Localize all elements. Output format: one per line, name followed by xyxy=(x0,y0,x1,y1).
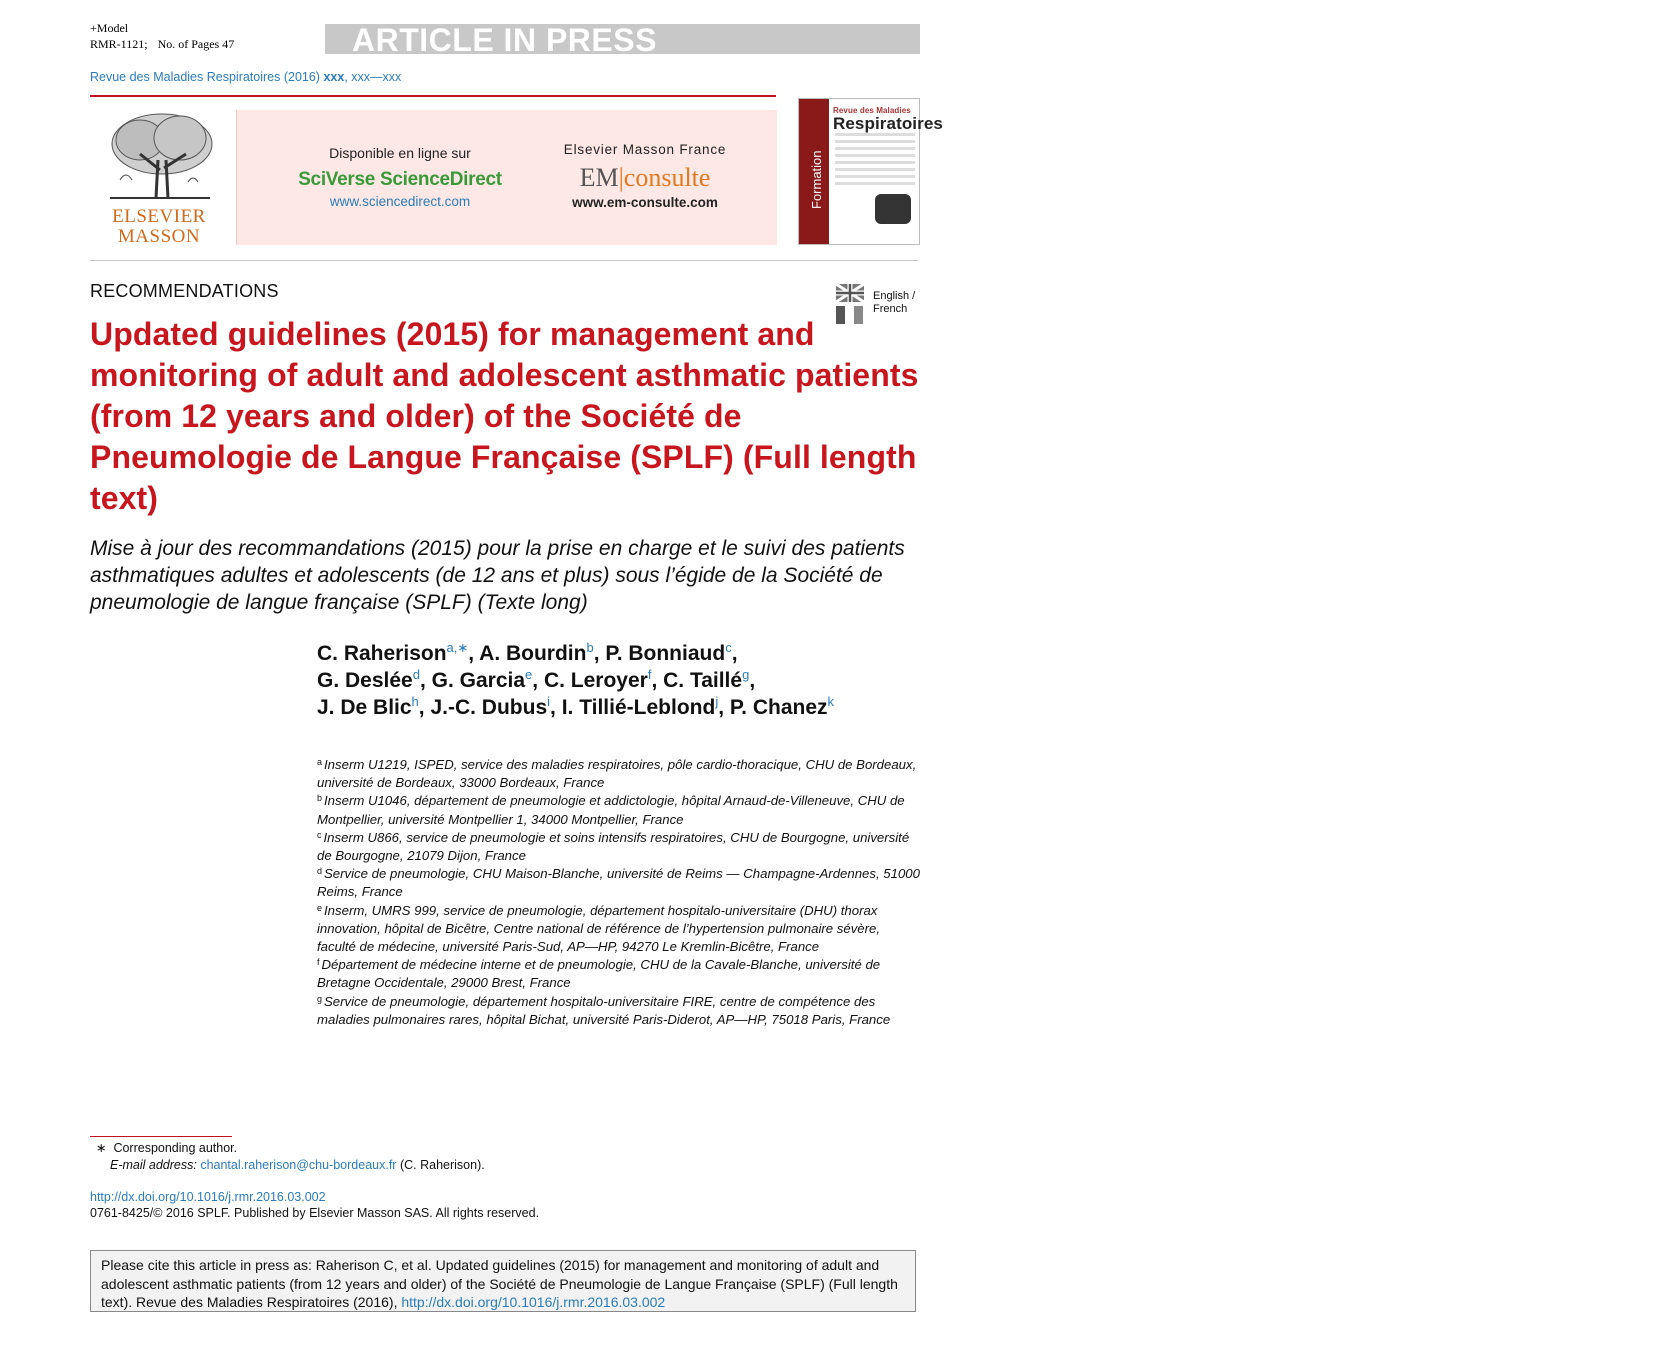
sciencedirect-link[interactable]: www.sciencedirect.com xyxy=(329,194,471,209)
footnote-rule xyxy=(90,1136,232,1137)
elsevier-tree-icon xyxy=(100,110,218,202)
language-french: French xyxy=(873,303,908,315)
author: C. Taillé$^g$, xyxy=(663,667,756,692)
article-subtitle: Mise à jour des recommandations (2015) pour la prise en charge et le suivi des patients asthmatiques adultes et adolescents (de 12 ans et plus) sous l’égide de la Société de pneumologie de langue française (SPLF) (Texte long) xyxy=(90,537,905,614)
em-consulte-logo: EM|consulte xyxy=(579,163,711,192)
author: C. Leroyer$^f$, xyxy=(543,667,664,692)
affiliation: $^a$ Inserm U1219, ISPED, service des maladies respiratoires, pôle cardio-thoracique, CHU de Bordeaux, université de Bordeaux, 33000 Bordeaux, France xyxy=(317,757,917,791)
em-consulte-block xyxy=(540,142,750,210)
section-label: RECOMMENDATIONS xyxy=(90,281,279,301)
article-in-press-label: ARTICLE IN PRESS xyxy=(352,22,657,58)
author-list xyxy=(317,640,927,721)
author: J.-C. Dubus$^i$, xyxy=(430,694,562,719)
sciverse-logo: SciVerse ScienceDirect xyxy=(298,169,502,190)
em-consulte-link[interactable]: www.em-consulte.com xyxy=(572,195,718,210)
header-divider xyxy=(90,95,776,97)
affiliation: $^d$ Service de pneumologie, CHU Maison-Blanche, université de Reims — Champagne-Ardennes, 51000 Reims, France xyxy=(317,866,920,900)
copyright: 0761-8425/© 2016 SPLF. Published by Elsevier Masson SAS. All rights reserved. xyxy=(90,1206,540,1220)
email-link[interactable]: chantal.raherison@chu-bordeaux.fr xyxy=(200,1158,397,1172)
author: A. Bourdin$^b$, xyxy=(479,640,606,665)
doi-link[interactable]: http://dx.doi.org/10.1016/j.rmr.2016.03.002 xyxy=(90,1190,326,1204)
article-title: Updated guidelines (2015) for management and monitoring of adult and adolescent asthmatic patients (from 12 years and older) of the Société de Pneumologie de Langue Française (SPLF) (Full length text) xyxy=(90,316,919,516)
cover-side-label: Formation xyxy=(809,150,824,209)
author: P. Chanez$^k$ xyxy=(729,694,835,719)
email-suffix: (C. Raherison). xyxy=(399,1158,485,1172)
citation-text: Please cite this article in press as: Raherison C, et al. Updated guidelines (2015) for management and monitoring of adult and adolescent asthmatic patients (from 12 years and older) of the Société de Pneumologie de Langue Française (SPLF) (Full length text). Revue des Maladies Respiratoires (2016), xyxy=(101,1257,898,1310)
cover-image xyxy=(875,194,911,224)
affiliation: $^b$ Inserm U1046, département de pneumologie et addictologie, hôpital Arnaud-de-Villeneuve, CHU de Montpellier, université Montpellier 1, 34000 Montpellier, France xyxy=(317,793,905,827)
affiliation-list xyxy=(317,756,922,1029)
corresponding-footnote xyxy=(96,1140,796,1174)
author: G. Deslée$^d$, xyxy=(317,667,432,692)
model-info xyxy=(90,20,244,52)
journal-reference[interactable]: Revue des Maladies Respiratoires (2016) xxx, xxx—xxx xyxy=(90,70,402,84)
uk-flag-icon xyxy=(836,284,864,302)
masson-name: MASSON xyxy=(117,226,201,247)
email-label: E-mail address: xyxy=(110,1158,197,1172)
article-code: RMR-1121; xyxy=(90,37,148,51)
citation-doi-link[interactable]: http://dx.doi.org/10.1016/j.rmr.2016.03.002 xyxy=(401,1294,666,1310)
affiliation: $^f$ Département de médecine interne et de pneumologie, CHU de la Cavale-Blanche, université de Bretagne Occidentale, 29000 Brest, France xyxy=(317,957,881,991)
citation-box xyxy=(90,1250,916,1312)
affiliation: $^c$ Inserm U866, service de pneumologie et soins intensifs respiratoires, CHU de Bourgogne, université de Bourgogne, 21079 Dijon, France xyxy=(317,829,910,864)
sciencedirect-block xyxy=(260,145,540,209)
affiliation: $^g$ Service de pneumologie, département hospitalo-universitaire FIRE, centre de compétence des maladies pulmonaires rares, hôpital Bichat, université Paris-Diderot, AP—HP, 75018 Paris, France xyxy=(317,993,891,1027)
cover-title: Revue des Maladies Respiratoires xyxy=(833,106,943,133)
logo-divider xyxy=(90,260,918,261)
available-online-label: Disponible en ligne sur xyxy=(329,145,471,161)
page-count: No. of Pages 47 xyxy=(157,37,235,51)
model-label: +Model xyxy=(90,21,129,35)
elsevier-name: ELSEVIER xyxy=(112,206,206,227)
author: P. Bonniaud$^c$, xyxy=(605,640,738,665)
author: I. Tillié-Leblond$^j$, xyxy=(561,694,730,719)
footnote-star: ∗ xyxy=(96,1141,107,1155)
corresponding-label: Corresponding author. xyxy=(113,1141,238,1155)
elsevier-logo xyxy=(100,110,218,246)
journal-cover xyxy=(798,98,943,245)
author: G. Garcia$^e$, xyxy=(431,667,544,692)
affiliation: $^e$ Inserm, UMRS 999, service de pneumologie, département hospitalo-universitaire (DHU) thorax innovation, hôpital de Bicêtre, Centre national de référence de l’hypertension pulmonaire sévère, faculté de médecine, université Paris-Sud, AP—HP, 94270 Le Kremlin-Bicêtre, France xyxy=(317,902,881,955)
publisher-label: Elsevier Masson France xyxy=(563,142,727,157)
author: J. De Blic$^h$, xyxy=(317,694,431,719)
language-english: English / xyxy=(873,290,916,302)
author: C. Raherison$^{a,∗}$, xyxy=(317,640,480,665)
